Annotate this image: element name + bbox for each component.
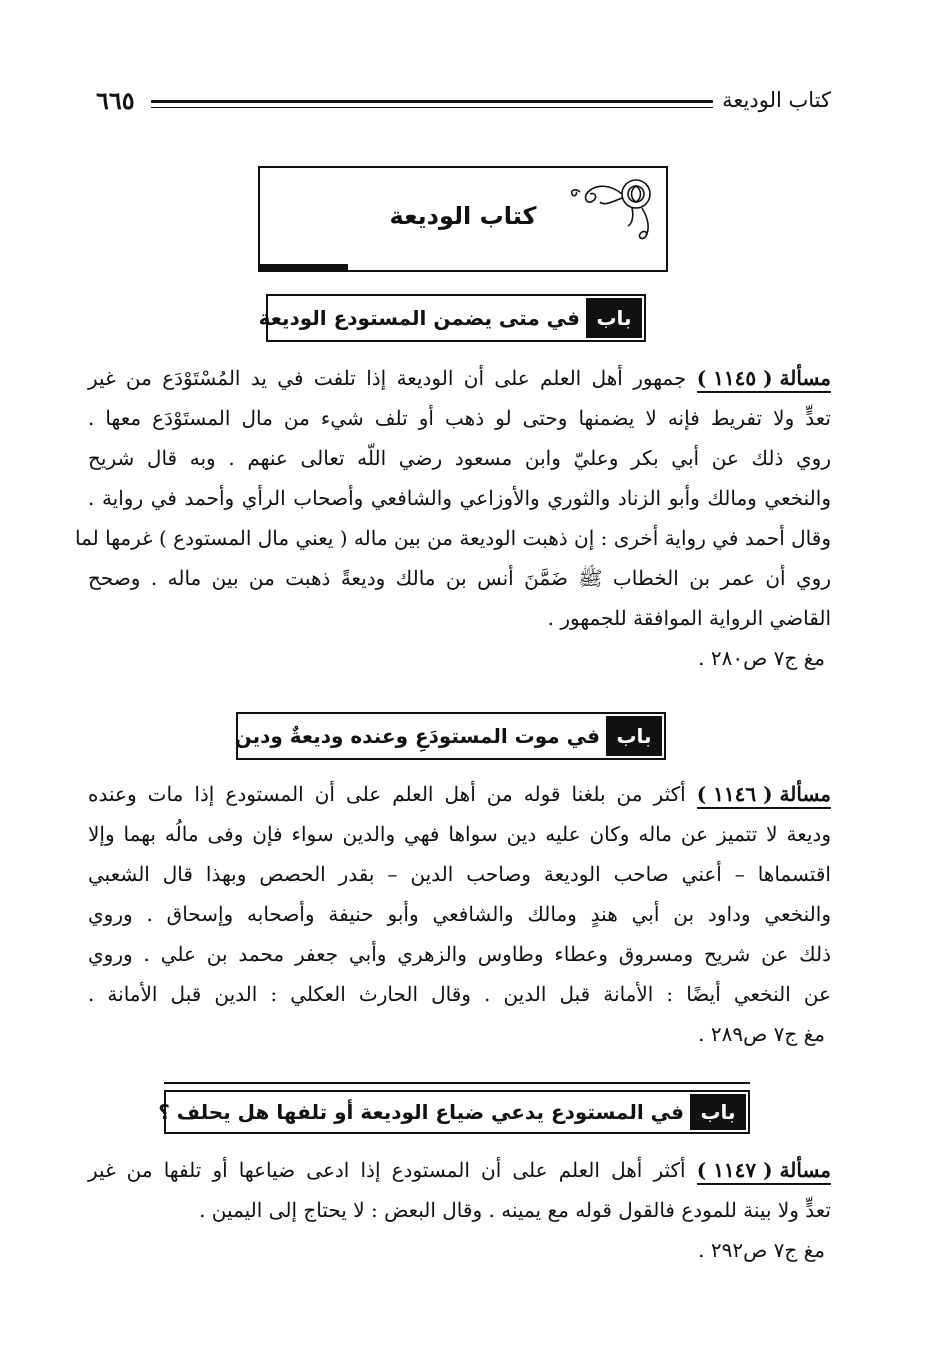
section-title: في موت المستودَعِ وعنده وديعةٌ ودين [234, 724, 600, 748]
text-line: روي ذلك عن أبي بكر وعليّ وابن مسعود رضي اللّه تعالى عنهم . وبه قال شريح [88, 446, 831, 470]
bab-label: باب [606, 716, 662, 756]
masala-number: مسألة ( ١١٤٧ ) [697, 1157, 831, 1185]
text-line: تعدٍّ ولا تفريط فإنه لا يضمنها وحتى لو ذهب أو تلف شيء من مال المستَوْدَع معها . [88, 406, 831, 430]
bab-label: باب [586, 298, 642, 338]
text-line [88, 358, 831, 398]
text-run: أكثر من بلغنا قوله من أهل العلم على أن المستودع إذا مات وعنده [88, 782, 686, 806]
text-line: القاضي الرواية الموافقة للجمهور . [547, 606, 831, 630]
section-body-3 [88, 1150, 831, 1270]
section-heading-3 [158, 1090, 750, 1134]
title-box-accent-bar [260, 264, 348, 272]
reference-note: مغ ج٧ ص٢٨٠ . [698, 646, 825, 670]
header-rule [151, 100, 713, 108]
masala-number: مسألة ( ١١٤٦ ) [697, 781, 831, 809]
section-title: في المستودع يدعي ضياع الوديعة أو تلفها هل يحلف ؟ [158, 1100, 684, 1124]
chapter-title: كتاب الوديعة [389, 202, 537, 230]
text-line: ذلك عن شريح ومسروق وعطاء وطاوس والزهري وأبي جعفر محمد بن علي . وروي [88, 942, 831, 966]
text-line: والنخعي ومالك وأبو الزناد والثوري والأوزاعي والشافعي وأصحاب الرأي وأحمد في رواية . [88, 486, 831, 510]
section-heading-1 [258, 294, 646, 342]
running-header-book-title: كتاب الوديعة [722, 88, 831, 112]
section-body-2 [88, 774, 831, 1054]
section-heading-2 [236, 712, 666, 760]
reference-note: مغ ج٧ ص٢٩٢ . [698, 1238, 825, 1262]
text-line [88, 1150, 831, 1190]
text-line: والنخعي وداود بن أبي هندٍ ومالك والشافعي وأبو حنيفة وأصحابه وإسحاق . وروي [88, 902, 831, 926]
page-number: ٦٦٥ [96, 86, 135, 115]
text-line: تعدٍّ ولا بينة للمودع فالقول قوله مع يمينه . وقال البعض : لا يحتاج إلى اليمين . [199, 1198, 831, 1222]
section-body-1 [75, 358, 831, 678]
text-run: أكثر أهل العلم على أن المستودع إذا ادعى ضياعها أو تلفها من غير [88, 1158, 686, 1182]
reference-note: مغ ج٧ ص٢٨٩ . [698, 1022, 825, 1046]
text-line: وقال أحمد في رواية أخرى : إن ذهبت الوديعة من بين ماله ( يعني مال المستودع ) غرمها لما [75, 526, 831, 550]
text-line: عن النخعي أيضًا : الأمانة قبل الدين . وقال الحارث العكلي : الدين قبل الأمانة . [88, 982, 831, 1006]
text-run: جمهور أهل العلم على أن الوديعة إذا تلفت في يد المُسْتَوْدَع من غير [88, 366, 687, 390]
text-line: اقتسماها – أعني صاحب الوديعة وصاحب الدين – بقدر الحصص وبهذا قال الشعبي [88, 862, 831, 886]
section-title: في متى يضمن المستودع الوديعة [258, 306, 580, 330]
text-line [88, 774, 831, 814]
text-line: وديعة لا تتميز عن ماله وكان عليه دين سواها فهي والدين سواء فإن وفى مالُه بهما وإلا [88, 822, 831, 846]
chapter-title-box [258, 166, 668, 272]
text-line: روي أن عمر بن الخطاب ﷺ ضَمَّنَ أنس بن مالك وديعةً ذهبت من بين ماله . وصحح [88, 566, 831, 590]
section-separator [164, 1082, 750, 1084]
bab-label: باب [690, 1094, 746, 1130]
masala-number: مسألة ( ١١٤٥ ) [697, 365, 831, 393]
running-header [96, 84, 831, 122]
